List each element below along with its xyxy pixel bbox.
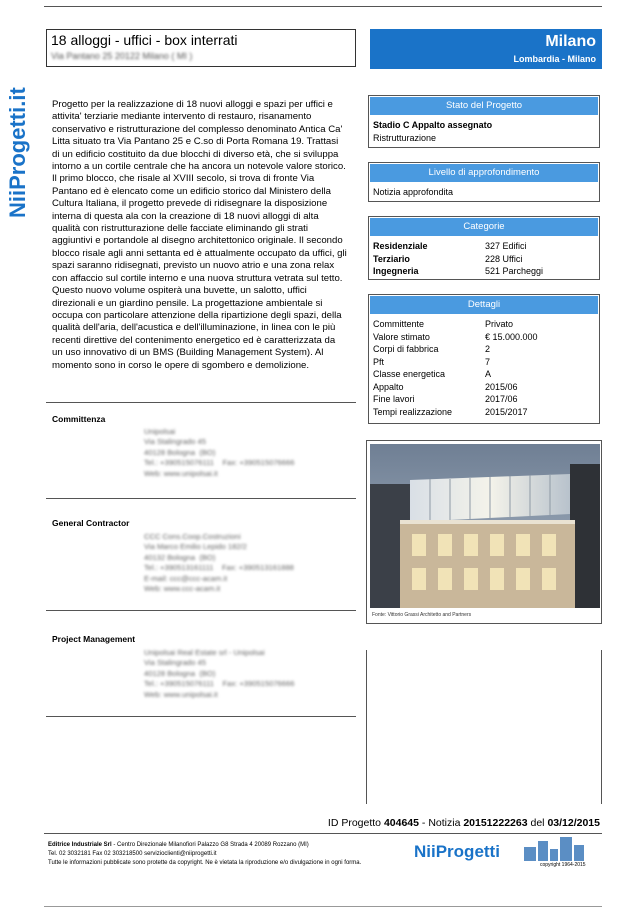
- detail-value: 2015/06: [485, 381, 518, 392]
- detail-key: Appalto: [373, 381, 404, 392]
- notizia-date: 03/12/2015: [547, 817, 600, 829]
- footer-rule: [44, 833, 602, 834]
- detail-row: [373, 406, 595, 419]
- detail-row: [373, 393, 595, 406]
- notizia-number: 20151222263: [463, 817, 528, 829]
- project-id-line: [328, 817, 600, 829]
- detail-value: 2017/06: [485, 394, 518, 404]
- category-name: Residenziale: [373, 241, 428, 251]
- project-title: 18 alloggi - uffici - box interrati: [51, 32, 238, 48]
- role-label-project-management: Project Management: [52, 634, 136, 644]
- detail-value: 7: [485, 356, 491, 367]
- project-title-box: [46, 29, 356, 67]
- separator-2: [46, 498, 356, 499]
- category-name: Ingegneria: [373, 266, 419, 276]
- details-panel: [368, 294, 600, 424]
- detail-key: Fine lavori: [373, 394, 415, 404]
- detail-key: Committente: [373, 319, 425, 329]
- category-name: Terziario: [373, 253, 410, 264]
- footer-company: Editrice Industriale Srl: [48, 842, 112, 848]
- category-row: [373, 265, 595, 278]
- detail-value: 2015/2017: [485, 406, 528, 417]
- detail-row: [373, 331, 595, 344]
- top-rule: [44, 6, 602, 7]
- category-value: 228 Uffici: [485, 253, 523, 264]
- date-prefix: del: [527, 817, 548, 829]
- detail-key: Pft: [373, 356, 385, 367]
- status-stage: Stadio C Appalto assegnato: [373, 120, 493, 130]
- detail-row: [373, 368, 595, 381]
- id-prefix: ID Progetto: [327, 817, 384, 829]
- footer-info: [48, 841, 361, 868]
- role-contact-committenza: Unipolsai Via Stalingrado 45 40128 Bologna (BO) Tel.: +390515076111 Fax: +390515076666 Web: www.unipolsai.it: [144, 427, 295, 478]
- empty-box-left-edge: [366, 650, 367, 804]
- separator-3: [46, 610, 356, 611]
- depth-value: Notizia approfondita: [373, 187, 454, 197]
- detail-value: Privato: [485, 319, 514, 329]
- detail-key: Valore stimato: [373, 331, 430, 342]
- role-contact-general-contractor: CCC Cons.Coop.Costruzioni Via Marco Emilio Lepido 182/2 40132 Bologna (BO) Tel.: +390513161111 Fax: +390513161888 E-mail: ccc@ccc-acam.it Web: www.ccc-acam.it: [144, 532, 294, 594]
- depth-panel: [368, 162, 600, 202]
- status-panel: [368, 95, 600, 148]
- project-description: Progetto per la realizzazione di 18 nuovi alloggi e spazi per uffici e attivita' terziarie mediante intervento di restauro, risanamento conservativo e ristrutturazione del complesso denominato Antica Ca' Litta situato tra Via Pantano 25 e C.so di Porta Romana 19. Trattasi di un edificio costituito da due blocchi di diverso età, che si sviluppa intorno a un cortile centrale che ha ancora un notevole valore storico. Il primo blocco, che risale al XVIII secolo, si trova di fronte Via Pantano ed è elencato come un edificio storico dal Ministero della Cultura Italiana, il progetto prevede di ridisegnare la disposizione interna di questa ala con la creazione di 18 nuovi alloggi di alta qualità con ristrutturazione delle facciate eliminando gli strati aggiuntivi e portandole al disegno architettonico originale. Il secondo blocco risale agli anni settanta ed è attualmente occupato da uffici, gli spazi saranno ridisegnati, previsto un nuovo atrio e una zona relax con affaccio sul cortile interno e una nuova struttura vetrata sul tetto. Questo nuovo volume ospiterà una buvette, un salotto, uffici direzionali e un giardino pensile. La progettazione ambientale si occupa con particolare attenzione della ripartizione degli spazi, della qualità dell'aria, dell'acustica e dell'illuminazione, in linea con le più recenti direttive del contenimento energetico ed è caratterizzata da un uso innovativo di un BMS (Building Management System). Al momento sono in corso le opere di sgombero e demolizione.: [52, 99, 347, 371]
- project-address: Via Pantano 25 20122 Milano ( MI ): [51, 51, 193, 61]
- detail-key: Tempi realizzazione: [373, 406, 453, 417]
- category-value: 327 Edifici: [485, 241, 527, 251]
- details-panel-header: Dettagli: [370, 296, 598, 314]
- footer-contacts: Tel. 02 3032181 Fax 02 303218500 servizioclienti@niiprogetti.it: [48, 851, 217, 857]
- role-label-general-contractor: General Contractor: [52, 518, 130, 528]
- separator-1: [46, 402, 356, 403]
- project-id: 404645: [383, 817, 419, 829]
- project-rendering-image: [370, 444, 600, 608]
- detail-row: [373, 343, 595, 356]
- detail-value: € 15.000.000: [485, 331, 538, 342]
- detail-row: [373, 356, 595, 369]
- region-name: Lombardia - Milano: [513, 54, 596, 64]
- niiprogetti-vertical-logo: [0, 22, 34, 222]
- vertical-logo-text: NiiProgetti.it: [5, 87, 30, 218]
- footer-notice: Tutte le informazioni pubblicate sono protette da copyright. Ne è vietata la riproduzione e/o divulgazione in ogni forma.: [48, 860, 362, 866]
- photo-caption: Fonte: Vittorio Grassi Architetto and Partners: [372, 612, 472, 618]
- skyline-icon: [524, 837, 584, 861]
- city-name: Milano: [545, 33, 596, 50]
- notizia-prefix: - Notizia: [418, 817, 464, 829]
- status-panel-header: Stato del Progetto: [370, 97, 598, 115]
- detail-row: [373, 381, 595, 394]
- bottom-rule: [44, 906, 602, 907]
- categories-panel-header: Categorie: [370, 218, 598, 236]
- role-contact-project-management: Unipolsai Real Estate srl - Unipolsai Via Stalingrado 45 40128 Bologna (BO) Tel.: +390515076111 Fax: +390515076666 Web: www.unipolsai.it: [144, 648, 295, 699]
- status-detail: Ristrutturazione: [373, 132, 437, 143]
- copyright-text: copyright 1964-2015: [540, 862, 586, 868]
- detail-value: A: [485, 369, 492, 379]
- footer-logo-text: NiiProgetti: [414, 842, 500, 861]
- depth-panel-header: Livello di approfondimento: [370, 164, 598, 182]
- category-row: [373, 253, 595, 266]
- separator-4: [46, 716, 356, 717]
- categories-panel: [368, 216, 600, 280]
- category-row: [373, 240, 595, 253]
- detail-key: Classe energetica: [373, 369, 446, 379]
- empty-box-right-edge: [601, 650, 602, 804]
- role-label-committenza: Committenza: [52, 414, 106, 424]
- detail-key: Corpi di fabbrica: [373, 344, 439, 354]
- location-box: [370, 29, 602, 69]
- detail-row: [373, 318, 595, 331]
- footer-address: - Centro Direzionale Milanofiori Palazzo G8 Strada 4 20089 Rozzano (MI): [111, 842, 309, 848]
- detail-value: 2: [485, 344, 491, 354]
- category-value: 521 Parcheggi: [485, 266, 544, 276]
